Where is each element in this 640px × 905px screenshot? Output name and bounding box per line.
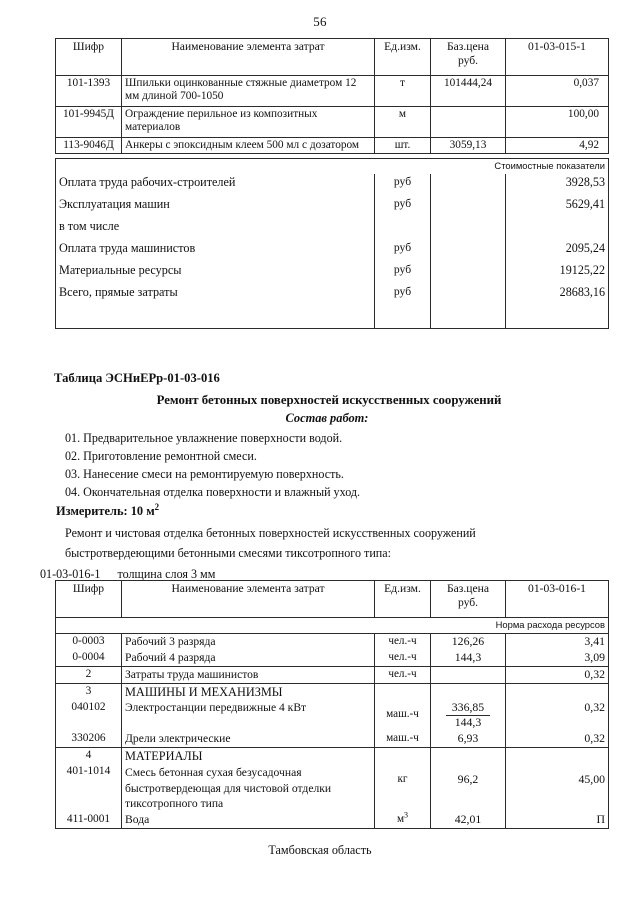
summary-value: 28683,16	[506, 284, 609, 306]
description-line: быстротвердеющими бетонными смесями тиксотропного типа:	[65, 545, 391, 560]
header-price-line2: руб.	[457, 53, 479, 67]
izmeritel	[56, 502, 600, 519]
summary-label: Оплата труда рабочих-строителей	[56, 174, 375, 196]
row-code: 3	[56, 683, 122, 700]
row-unit: м	[375, 107, 431, 138]
summary-label: в том числе	[56, 218, 375, 240]
row-unit: чел.-ч	[375, 650, 431, 666]
row-qty: 4,92	[506, 138, 609, 154]
row-code: 101-9945Д	[56, 107, 122, 138]
header-price	[431, 39, 506, 76]
header-price-line2: руб.	[457, 595, 479, 609]
cost-table-015	[55, 38, 609, 329]
row-code: 2	[56, 666, 122, 683]
summary-unit: руб	[375, 240, 431, 262]
summary-label: Оплата труда машинистов	[56, 240, 375, 262]
row-unit-base: м	[396, 813, 405, 826]
row-unit: маш.-ч	[375, 731, 431, 747]
norm-code-line	[40, 568, 600, 580]
resource-table-016	[55, 580, 609, 829]
row-code: 330206	[56, 731, 122, 747]
row-unit: чел.-ч	[375, 634, 431, 650]
norm-code: 01-03-016-1	[40, 567, 101, 582]
header-unit: Ед.изм.	[375, 581, 431, 618]
summary-row	[56, 196, 609, 218]
page-number: 56	[313, 14, 327, 29]
table-row	[56, 764, 609, 812]
row-unit: т	[375, 76, 431, 107]
table-row	[56, 634, 609, 650]
row-name: Смесь бетонная сухая безусадочная быстротвердеющая для чистовой отделки тиксотропного типа	[122, 764, 375, 812]
summary-value: 2095,24	[506, 240, 609, 262]
table-row	[56, 107, 609, 138]
row-qty: 0,32	[506, 700, 609, 731]
row-qty	[506, 747, 609, 764]
work-step: 04. Окончательная отделка поверхности и влажный уход.	[65, 485, 361, 500]
row-qty: 0,32	[506, 666, 609, 683]
table-row	[56, 812, 609, 828]
row-code: 401-1014	[56, 764, 122, 812]
work-title: Ремонт бетонных поверхностей искусственных сооружений	[156, 392, 502, 407]
row-qty: 45,00	[506, 764, 609, 812]
spacer-cell	[506, 306, 609, 329]
row-price: 101444,24	[431, 76, 506, 107]
row-price: 42,01	[431, 812, 506, 828]
row-price	[431, 666, 506, 683]
table-row	[56, 650, 609, 666]
row-qty: 0,037	[506, 76, 609, 107]
row-name: Вода	[122, 812, 375, 828]
summary-price	[431, 196, 506, 218]
row-price-numerator: 336,85	[446, 701, 490, 716]
summary-price	[431, 240, 506, 262]
row-unit	[375, 747, 431, 764]
summary-unit: руб	[375, 174, 431, 196]
row-name: Ограждение перильное из композитных материалов	[122, 107, 375, 138]
table-row	[56, 666, 609, 683]
section-band-row	[56, 159, 609, 175]
summary-row	[56, 218, 609, 240]
row-unit: чел.-ч	[375, 666, 431, 683]
table-row	[56, 683, 609, 700]
summary-unit: руб	[375, 196, 431, 218]
row-name: Рабочий 4 разряда	[122, 650, 375, 666]
row-qty: П	[506, 812, 609, 828]
summary-price	[431, 174, 506, 196]
spacer-cell	[375, 306, 431, 329]
description-line: Ремонт и чистовая отделка бетонных поверхностей искусственных сооружений	[65, 525, 476, 540]
row-name: Дрели электрические	[122, 731, 375, 747]
row-price: 144,3	[431, 650, 506, 666]
work-step: 03. Нанесение смеси на ремонтируемую поверхность.	[65, 466, 344, 481]
row-code: 0-0003	[56, 634, 122, 650]
page-footer: Тамбовская область	[268, 843, 372, 857]
summary-unit	[375, 218, 431, 240]
summary-price	[431, 218, 506, 240]
spacer-cell	[431, 306, 506, 329]
row-code: 113-9046Д	[56, 138, 122, 154]
header-code: Шифр	[56, 581, 122, 618]
header-norm: 01-03-016-1	[506, 581, 609, 618]
table-label: Таблица ЭСНиЕРр-01-03-016	[54, 371, 220, 385]
work-step: 02. Приготовление ремонтной смеси.	[65, 448, 257, 463]
sostav-label: Состав работ:	[285, 411, 369, 426]
summary-row	[56, 262, 609, 284]
summary-label: Материальные ресурсы	[56, 262, 375, 284]
row-qty	[506, 683, 609, 700]
row-price: 126,26	[431, 634, 506, 650]
table-row	[56, 76, 609, 107]
table-header-row	[56, 39, 609, 76]
summary-label: Эксплуатация машин	[56, 196, 375, 218]
row-qty: 100,00	[506, 107, 609, 138]
header-price-line1: Баз.цена	[447, 582, 489, 595]
row-price: 6,93	[431, 731, 506, 747]
row-code: 4	[56, 747, 122, 764]
row-price: 96,2	[431, 764, 506, 812]
header-norm: 01-03-015-1	[506, 39, 609, 76]
header-price-line1: Баз.цена	[447, 40, 489, 53]
table-row	[56, 747, 609, 764]
summary-unit: руб	[375, 284, 431, 306]
header-price	[431, 581, 506, 618]
row-name: МАТЕРИАЛЫ	[122, 747, 375, 764]
row-code: 411-0001	[56, 812, 122, 828]
row-name: Электростанции передвижные 4 кВт	[122, 700, 375, 731]
work-step: 01. Предварительное увлажнение поверхности водой.	[65, 430, 343, 445]
summary-row	[56, 284, 609, 306]
row-price	[431, 683, 506, 700]
header-code: Шифр	[56, 39, 122, 76]
row-unit: кг	[375, 764, 431, 812]
summary-unit: руб	[375, 262, 431, 284]
work-description-block	[40, 372, 600, 581]
summary-value: 3928,53	[506, 174, 609, 196]
row-price	[431, 107, 506, 138]
row-name: Затраты труда машинистов	[122, 666, 375, 683]
band-label: Норма расхода ресурсов	[56, 618, 609, 634]
row-qty: 3,41	[506, 634, 609, 650]
row-unit	[375, 683, 431, 700]
row-price: 3059,13	[431, 138, 506, 154]
spacer-cell	[56, 306, 375, 329]
header-name: Наименование элемента затрат	[122, 581, 375, 618]
section-band-row	[56, 618, 609, 634]
table-header-row	[56, 581, 609, 618]
row-name: МАШИНЫ И МЕХАНИЗМЫ	[122, 683, 375, 700]
summary-value	[506, 218, 609, 240]
summary-row	[56, 240, 609, 262]
row-code: 040102	[56, 700, 122, 731]
summary-label: Всего, прямые затраты	[56, 284, 375, 306]
summary-price	[431, 284, 506, 306]
row-unit: маш.-ч	[375, 700, 431, 731]
table-row	[56, 700, 609, 731]
row-price	[431, 747, 506, 764]
izmeritel-label: Измеритель: 10 м	[56, 504, 155, 519]
header-unit: Ед.изм.	[375, 39, 431, 76]
summary-spacer-row	[56, 306, 609, 329]
row-unit: шт.	[375, 138, 431, 154]
summary-row	[56, 174, 609, 196]
row-name: Шпильки оцинкованные стяжные диаметром 12 мм длиной 700-1050	[122, 76, 375, 107]
row-name: Анкеры с эпоксидным клеем 500 мл с дозатором	[122, 138, 375, 154]
norm-code-text: толщина слоя 3 мм	[117, 567, 216, 582]
row-code: 0-0004	[56, 650, 122, 666]
band-label: Стоимостные показатели	[56, 159, 609, 175]
row-unit	[375, 812, 431, 828]
summary-value: 19125,22	[506, 262, 609, 284]
izmeritel-superscript: 2	[154, 502, 160, 513]
row-code: 101-1393	[56, 76, 122, 107]
row-qty: 0,32	[506, 731, 609, 747]
row-price-denominator: 144,3	[454, 715, 482, 730]
row-unit-superscript: 3	[404, 810, 409, 820]
row-price-fraction	[431, 700, 506, 731]
table-row	[56, 731, 609, 747]
summary-value: 5629,41	[506, 196, 609, 218]
row-name: Рабочий 3 разряда	[122, 634, 375, 650]
row-qty: 3,09	[506, 650, 609, 666]
table-row	[56, 138, 609, 154]
header-name: Наименование элемента затрат	[122, 39, 375, 76]
summary-price	[431, 262, 506, 284]
